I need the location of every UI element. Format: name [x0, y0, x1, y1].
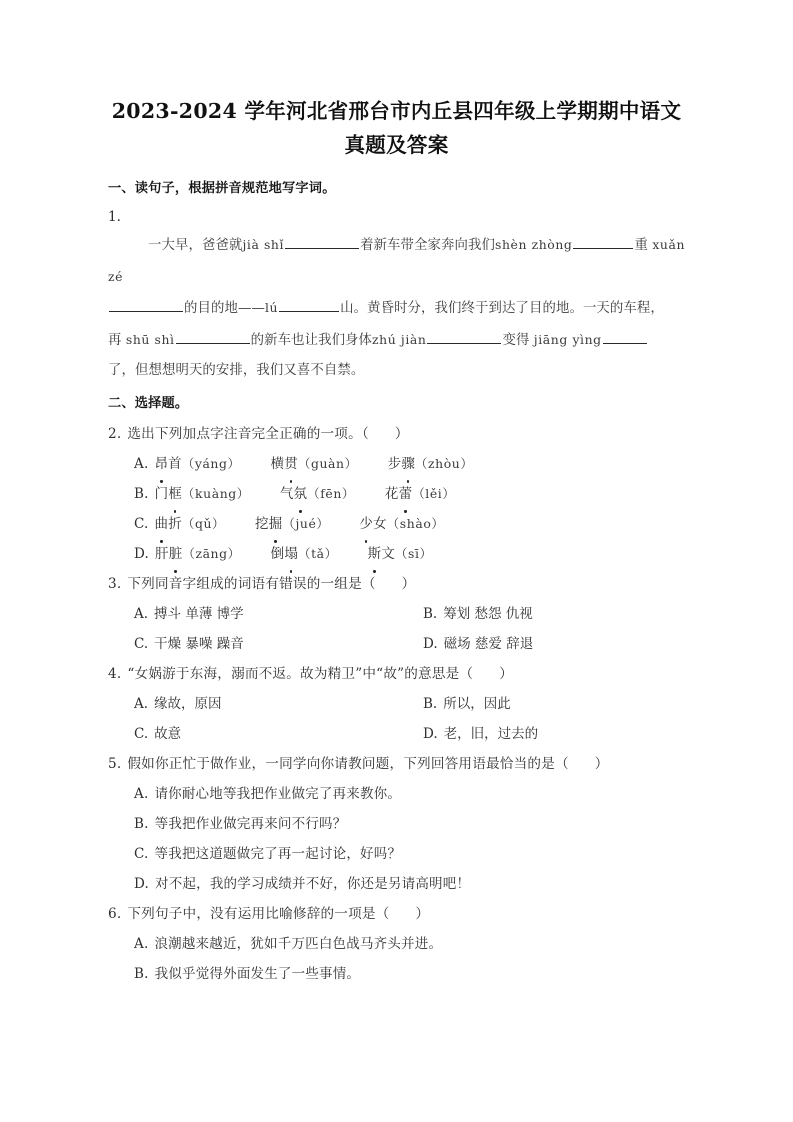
option-row-pair — [108, 689, 688, 719]
option-row-pair — [108, 599, 688, 629]
q1-text-a: 一大早，爸爸就 — [148, 238, 243, 253]
question-6-stem — [108, 899, 688, 929]
option-item — [280, 479, 355, 509]
dotted-char: 骤 — [401, 449, 415, 479]
q1-blank-4[interactable] — [279, 298, 339, 312]
q1-blank-5[interactable] — [176, 330, 250, 344]
item-post: 女 — [373, 515, 387, 532]
question-3-paren-close: ） — [401, 575, 416, 592]
q1-text-b: 着新车带全家奔向我们 — [360, 238, 495, 253]
option-label: B. — [134, 815, 149, 832]
question-2-text: 选出下列加点字注音完全正确的一项。（ — [127, 425, 369, 442]
option-row[interactable] — [108, 869, 688, 899]
option-label: B. — [134, 965, 149, 982]
option-item — [388, 449, 474, 479]
dotted-char: 氛 — [294, 479, 308, 509]
dotted-char: 昂 — [154, 449, 168, 479]
question-2-paren-close: ） — [394, 425, 409, 442]
option-item — [155, 479, 250, 509]
dotted-char: 蕾 — [399, 479, 413, 509]
item-pinyin: （tǎ） — [298, 545, 338, 561]
q1-text-h: 变得 — [502, 332, 530, 348]
item-pinyin: （qǔ） — [181, 515, 226, 531]
question-4-paren-close: ） — [499, 665, 513, 682]
question-6-options — [108, 929, 688, 989]
option-text: 筹划 愁怨 仇视 — [443, 605, 533, 622]
option-text: 缘故，原因 — [154, 695, 222, 712]
question-5-text: 假如你正忙于做作业，一同学向你请教问题，下列回答用语最恰当的是（ — [127, 755, 569, 772]
dotted-char: 塌 — [284, 539, 298, 569]
option-row-pair — [108, 719, 688, 749]
option-label: B. — [423, 605, 438, 622]
question-6-text: 下列句子中，没有运用比喻修辞的一项是（ — [127, 905, 390, 922]
item-pinyin: （jué） — [282, 515, 330, 531]
q1-pinyin-lu: lú — [264, 300, 279, 315]
section-heading-2: 二、选择题。 — [108, 395, 189, 411]
option-text: 干燥 暴噪 躁音 — [154, 635, 244, 652]
item-pre: 步 — [387, 455, 402, 472]
dotted-char: 曲 — [155, 509, 169, 539]
question-1-body — [108, 230, 688, 387]
q1-blank-1[interactable] — [285, 235, 359, 249]
option-label: A. — [134, 785, 149, 802]
option-label: B. — [134, 485, 149, 502]
option-item — [155, 539, 241, 569]
option-row[interactable] — [423, 599, 533, 629]
option-label: D. — [134, 545, 150, 562]
item-pinyin: （fēn） — [307, 485, 355, 501]
question-3-options — [108, 599, 688, 659]
option-row[interactable] — [108, 539, 688, 569]
option-row[interactable] — [423, 629, 533, 659]
item-pre: 门 — [154, 485, 169, 502]
option-text: 等我把作业做完再来问不行吗？ — [154, 815, 347, 832]
q1-pinyin-ze: zé — [108, 268, 124, 284]
option-row[interactable] — [108, 809, 688, 839]
option-item — [271, 539, 338, 569]
question-6-paren-close: ） — [415, 905, 430, 922]
option-row[interactable] — [108, 929, 688, 959]
option-item — [368, 539, 433, 569]
option-row-pair — [108, 629, 688, 659]
item-pinyin: （shào） — [386, 515, 445, 531]
question-3-number: 3. — [108, 575, 122, 592]
question-2-stem — [108, 419, 688, 449]
option-row[interactable] — [108, 449, 688, 479]
option-row[interactable] — [134, 629, 423, 659]
question-5-paren-close: ） — [594, 755, 609, 772]
question-5-number: 5. — [108, 755, 122, 772]
item-pinyin: （zāng） — [182, 545, 241, 561]
question-2-options — [108, 449, 688, 569]
option-label: D. — [423, 725, 438, 742]
option-label: A. — [134, 455, 149, 472]
q1-text-d: 的目的地—— — [184, 301, 265, 316]
option-row[interactable] — [134, 719, 423, 749]
option-text: 所以，因此 — [443, 695, 511, 712]
item-pinyin: （guàn） — [297, 455, 358, 471]
option-text: 故意 — [154, 725, 182, 742]
item-pre: 横 — [270, 455, 285, 472]
option-item — [255, 509, 329, 539]
q1-text-c: 重 — [634, 238, 648, 253]
q1-pinyin-jiangying: jiāng yìng — [533, 331, 602, 347]
question-4-options — [108, 689, 688, 749]
option-label: A. — [134, 695, 149, 712]
option-item — [155, 509, 226, 539]
option-label: A. — [134, 605, 149, 622]
question-3-text: 下列同音字组成的词语有错误的一组是（ — [127, 575, 376, 592]
item-pinyin: （lěi） — [412, 485, 456, 501]
option-row[interactable] — [423, 689, 511, 719]
option-text: 等我把这道题做完了再一起讨论，好吗？ — [154, 845, 402, 862]
q1-text-i: 了，但想想明天的安排，我们又喜不自禁。 — [108, 363, 365, 378]
option-label: A. — [134, 935, 149, 952]
option-text: 我似乎觉得外面发生了一些事情。 — [154, 965, 361, 982]
option-label: C. — [134, 725, 149, 742]
option-text: 搏斗 单薄 博学 — [154, 605, 244, 622]
dotted-char: 贯 — [284, 449, 298, 479]
q1-text-e: 山。黄昏时分，我们终于到达了目的地。一天的车程， — [340, 301, 664, 316]
q1-blank-3[interactable] — [109, 298, 183, 312]
option-row[interactable] — [423, 719, 538, 749]
dotted-char: 掘 — [269, 509, 283, 539]
option-text: 磁场 慈爱 辞退 — [443, 635, 534, 652]
question-6-number: 6. — [108, 905, 122, 922]
question-2-number: 2. — [108, 425, 122, 442]
item-pinyin: （yáng） — [181, 455, 241, 471]
item-pinyin: （zhòu） — [415, 455, 474, 471]
section-heading-1: 一、读句子，根据拼音规范地写字词。 — [108, 181, 336, 196]
option-label: D. — [423, 635, 438, 652]
option-item — [271, 449, 358, 479]
option-label: C. — [134, 635, 149, 652]
item-pinyin: （sī） — [395, 545, 433, 561]
item-post: 文 — [381, 545, 396, 562]
option-row[interactable] — [108, 479, 688, 509]
option-text: 浪潮越来越近，犹如千万匹白色战马齐头并进。 — [154, 935, 443, 952]
q1-pinyin-xuan: xuǎn — [652, 237, 686, 252]
dotted-char: 脏 — [169, 539, 183, 569]
q1-blank-2[interactable] — [573, 235, 633, 249]
item-post: 折 — [168, 515, 182, 532]
dotted-char: 斯 — [368, 539, 382, 569]
item-pre: 挖 — [255, 515, 269, 532]
option-item — [385, 479, 455, 509]
question-4-stem — [108, 659, 688, 689]
option-text: 老，旧，过去的 — [443, 725, 539, 742]
q1-pinyin-shenzhong: shèn zhòng — [494, 237, 573, 252]
option-text: 对不起，我的学习成绩并不好，你还是另请高明吧！ — [155, 875, 471, 892]
dotted-char: 框 — [168, 479, 182, 509]
option-text: 请你耐心地等我把作业做完了再来教你。 — [154, 785, 402, 802]
page-title: 2023-2024 学年河北省邢台市内丘县四年级上学期期中语文真题及答案 — [111, 99, 682, 157]
item-pre: 气 — [279, 485, 294, 502]
q1-text-f: 再 — [108, 332, 122, 348]
question-5-stem — [108, 749, 688, 779]
question-4-text: “女娲游于东海，溺而不返。故为精卫”中“故”的意思是（ — [127, 665, 474, 682]
item-pre: 倒 — [270, 545, 285, 562]
question-5-options — [108, 779, 688, 899]
option-row[interactable] — [108, 839, 688, 869]
option-row[interactable] — [108, 959, 688, 989]
option-item — [359, 509, 444, 539]
item-pinyin: （kuàng） — [182, 485, 250, 501]
document-body — [0, 178, 793, 989]
dotted-char: 少 — [359, 509, 373, 539]
question-1-number: 1. — [108, 209, 121, 225]
option-row[interactable] — [108, 779, 688, 809]
q1-blank-7[interactable] — [603, 330, 647, 344]
q1-pinyin-jiashi: jià shǐ — [242, 237, 285, 252]
option-row[interactable] — [134, 599, 423, 629]
option-label: D. — [134, 875, 150, 892]
option-label: C. — [134, 845, 149, 862]
item-post: 首 — [168, 455, 182, 472]
question-3-stem — [108, 569, 688, 599]
q1-text-g: 的新车也让我们身体 — [250, 332, 373, 348]
option-row[interactable] — [134, 689, 423, 719]
option-label: C. — [134, 515, 149, 532]
item-pre: 肝 — [155, 545, 169, 562]
q1-blank-6[interactable] — [427, 330, 501, 344]
option-label: B. — [423, 695, 438, 712]
q1-pinyin-shushi: shū shì — [125, 331, 175, 347]
option-item — [154, 449, 240, 479]
option-row[interactable] — [108, 509, 688, 539]
question-4-number: 4. — [108, 665, 122, 682]
item-pre: 花 — [384, 485, 399, 502]
q1-pinyin-zhujian: zhú jiàn — [372, 331, 427, 347]
